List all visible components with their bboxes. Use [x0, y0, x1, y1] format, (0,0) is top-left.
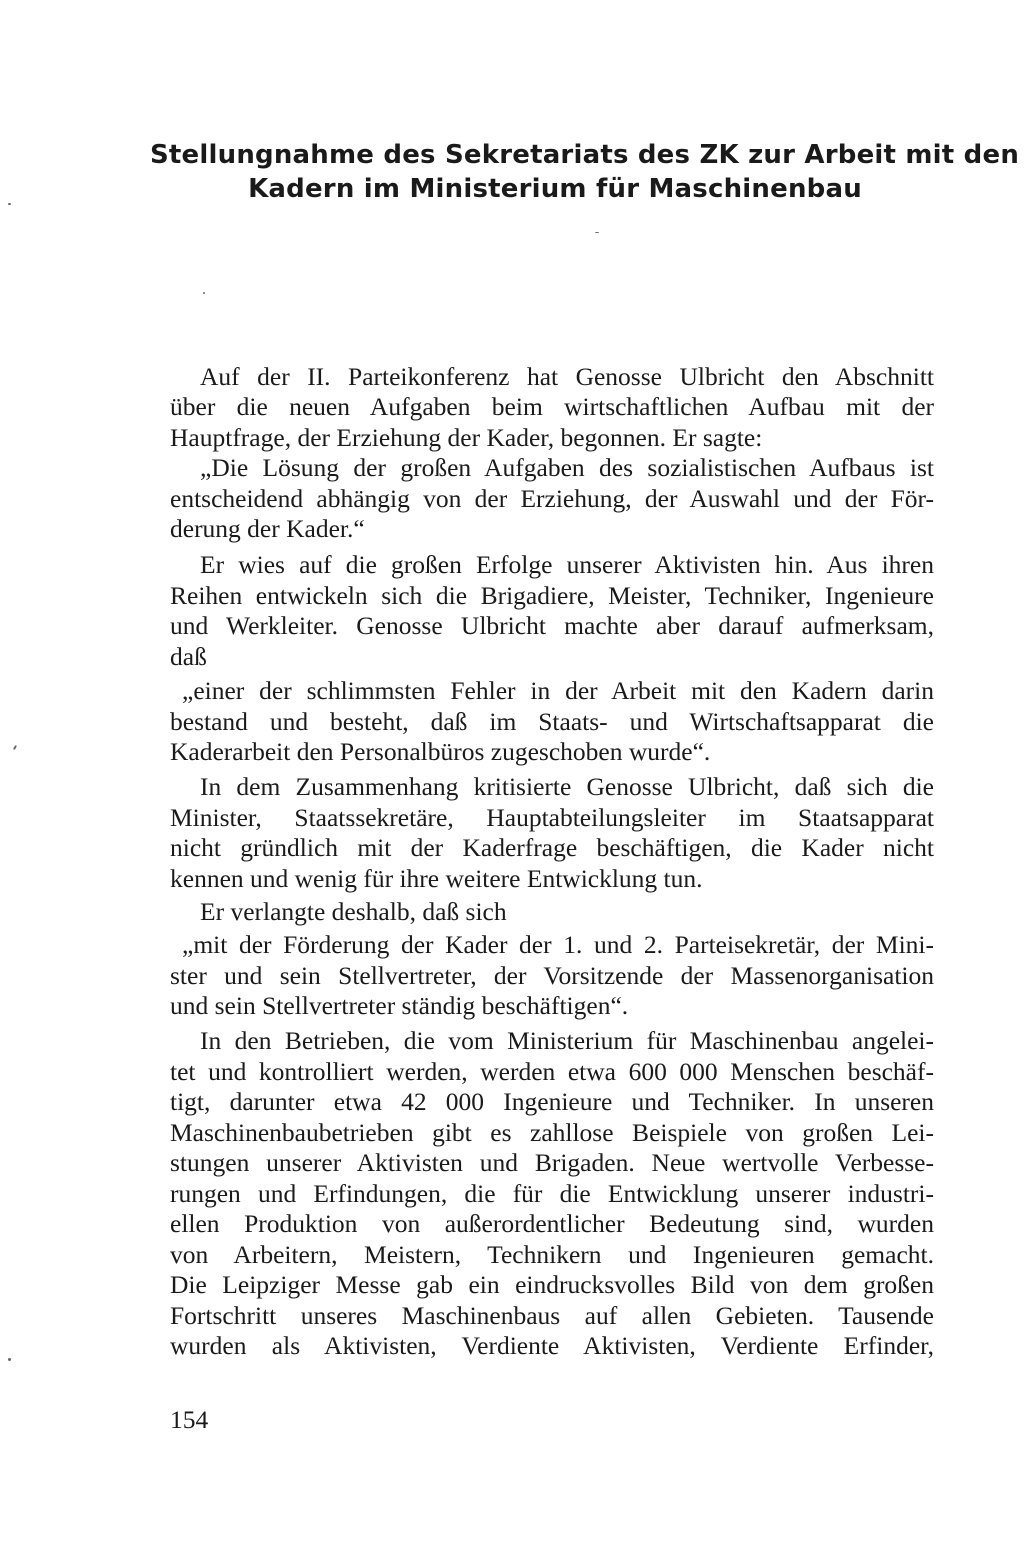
text-line: ster und sein Stellvertreter, der Vorsitzende der Massenorganisation	[170, 961, 934, 990]
text-line: über die neuen Aufgaben beim wirtschaftlichen Aufbau mit der	[170, 392, 934, 421]
text-line: In den Betrieben, die vom Ministerium für Maschinenbau angelei-	[200, 1026, 934, 1055]
text-line: wurden als Aktivisten, Verdiente Aktivisten, Verdiente Erfinder,	[170, 1331, 934, 1360]
text-line: daß	[170, 642, 207, 671]
text-line: entscheidend abhängig von der Erziehung, der Auswahl und der För-	[170, 484, 934, 513]
text-line: und Werkleiter. Genosse Ulbricht machte aber darauf aufmerksam,	[170, 611, 934, 640]
text-line: Fortschritt unseres Maschinenbaus auf allen Gebieten. Tausende	[170, 1301, 934, 1330]
text-line: tigt, darunter etwa 42 000 Ingenieure und Techniker. In unseren	[170, 1087, 934, 1116]
text-line: von Arbeitern, Meistern, Technikern und Ingenieuren gemacht.	[170, 1240, 934, 1269]
text-line: Er verlangte deshalb, daß sich	[200, 897, 507, 926]
scan-speck	[595, 232, 599, 233]
text-line: Maschinenbaubetrieben gibt es zahllose Beispiele von großen Lei-	[170, 1118, 934, 1147]
text-line: bestand und besteht, daß im Staats- und Wirtschaftsapparat die	[170, 707, 934, 736]
text-line: derung der Kader.“	[170, 514, 365, 543]
text-line: Hauptfrage, der Erziehung der Kader, begonnen. Er sagte:	[170, 423, 763, 452]
text-line: rungen und Erfindungen, die für die Entwicklung unserer industri-	[170, 1179, 934, 1208]
text-line: kennen und wenig für ihre weitere Entwicklung tun.	[170, 864, 703, 893]
text-line: Er wies auf die großen Erfolge unserer Aktivisten hin. Aus ihren	[200, 550, 934, 579]
text-line: nicht gründlich mit der Kaderfrage beschäftigen, die Kader nicht	[170, 833, 934, 862]
text-line: In dem Zusammenhang kritisierte Genosse Ulbricht, daß sich die	[200, 772, 934, 801]
text-line: „Die Lösung der großen Aufgaben des sozialistischen Aufbaus ist	[200, 453, 934, 482]
page-title-line-1: Stellungnahme des Sekretariats des ZK zur Arbeit mit den	[150, 140, 1020, 170]
page-title-line-2: Kadern im Ministerium für Maschinenbau	[248, 174, 862, 204]
text-line: stungen unserer Aktivisten und Brigaden. Neue wertvolle Verbesse-	[170, 1148, 934, 1177]
text-line: ellen Produktion von außerordentlicher Bedeutung sind, wurden	[170, 1209, 934, 1238]
scan-speck	[203, 292, 205, 294]
text-line: Reihen entwickeln sich die Brigadiere, Meister, Techniker, Ingenieure	[170, 581, 934, 610]
text-line: „mit der Förderung der Kader der 1. und 2. Parteisekretär, der Mini-	[182, 930, 934, 959]
scan-speck	[8, 1358, 11, 1361]
page-number: 154	[170, 1405, 209, 1434]
text-line: und sein Stellvertreter ständig beschäftigen“.	[170, 991, 629, 1020]
text-line: tet und kontrolliert werden, werden etwa 600 000 Menschen beschäf-	[170, 1057, 934, 1086]
scan-speck	[8, 203, 11, 205]
text-line: Kaderarbeit den Personalbüros zugeschoben wurde“.	[170, 737, 711, 766]
scan-speck	[13, 745, 17, 750]
text-line: Minister, Staatssekretäre, Hauptabteilungsleiter im Staatsapparat	[170, 803, 934, 832]
text-line: „einer der schlimmsten Fehler in der Arbeit mit den Kadern darin	[182, 676, 934, 705]
text-line: Auf der II. Parteikonferenz hat Genosse Ulbricht den Abschnitt	[200, 362, 934, 391]
text-line: Die Leipziger Messe gab ein eindrucksvolles Bild von dem großen	[170, 1270, 934, 1299]
